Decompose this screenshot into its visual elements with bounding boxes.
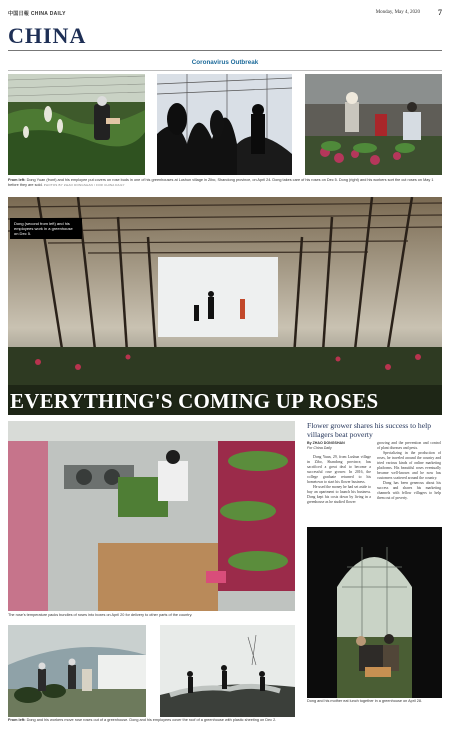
page-number: 7 bbox=[438, 8, 442, 17]
masthead bbox=[8, 10, 442, 24]
photo-lunch-portrait bbox=[307, 527, 442, 698]
byline-name: By ZHAO DONGSHAN bbox=[307, 441, 345, 445]
top-photo-caption bbox=[8, 178, 442, 188]
story-paragraph: He used the money he had set aside to buy an apartment to launch his business. Dong kept his costs down by living in a greenhouse as he studied flower bbox=[307, 485, 371, 504]
overlay-caption: Dong (second from left) and his employees work in a greenhouse on Dec 5. bbox=[10, 218, 82, 239]
caption-label: From left: bbox=[8, 178, 26, 182]
issue-date: Monday, May 4, 2020 bbox=[375, 10, 420, 15]
story-column-1 bbox=[307, 455, 371, 505]
photo-dong-tending-roses bbox=[157, 74, 292, 175]
section-kicker: Coronavirus Outbreak bbox=[191, 59, 259, 66]
cold-storage-caption: The rose's temperature packs bundles of roses into boxes on April 20 for delivery to other parts of the country. bbox=[8, 613, 193, 617]
caption-label: From left: bbox=[8, 718, 26, 722]
story-paragraph: Specializing in the production of roses, he traveled around the country and tried various kinds of online marketing platforms. His beautiful roses eventually became well-known and he now has customers scattered around the country. bbox=[377, 451, 441, 480]
section-divider bbox=[8, 50, 442, 51]
section-title: CHINA bbox=[8, 23, 87, 48]
kicker-divider bbox=[8, 70, 442, 71]
photo-moving-roses bbox=[8, 625, 146, 717]
story-paragraph: Dong Yuan, 29, from Lushun village in Zibo, Shandong province, has sacrificed a great deal to become a successful rose grower. In 2016, the college graduate returned to his hometown to start his flower business. bbox=[307, 455, 371, 484]
photo-credit: PHOTOS BY ZHAO DONGSHAN / FOR CHINA DAILY bbox=[43, 183, 125, 187]
newspaper-logo: 中国日報 CHINA DAILY bbox=[8, 11, 66, 17]
story-paragraph: Dong has been generous about his success and shares his marketing channels with fellow villagers to help them out of poverty. bbox=[377, 481, 441, 500]
caption-text: Dong Yuan (front) and his employee put covers on rose buds in one of his greenhouses at Lushun village in Zibo, Shandong province, on April 24. Dong takes care of his roses on Dec 5. Dong (right) and his workers sort the cut roses on May 1 before they are sold. bbox=[8, 178, 434, 187]
caption-text: Dong and his workers move rose roses out of a greenhouse. Dong and his employees cover the roof of a greenhouse with plastic sheeting on Dec 2. bbox=[26, 718, 277, 722]
story-column-2 bbox=[377, 441, 441, 501]
story-paragraph: growing and the prevention and control of plant diseases and pests. bbox=[377, 441, 441, 450]
byline-outlet: For China Daily bbox=[307, 446, 332, 450]
photo-sorting-roses bbox=[305, 74, 442, 175]
story-title: Flower grower shares his success to help villagers beat poverty bbox=[307, 421, 432, 439]
photo-cold-storage bbox=[8, 421, 295, 611]
headline: EVERYTHING'S COMING UP ROSES bbox=[10, 389, 379, 413]
photo-rose-buds bbox=[8, 74, 145, 175]
bottom-photo-caption bbox=[8, 718, 298, 723]
photo-covering-roof bbox=[160, 625, 295, 717]
portrait-caption: Dong and his mother eat lunch together in a greenhouse on April 28. bbox=[307, 699, 423, 703]
